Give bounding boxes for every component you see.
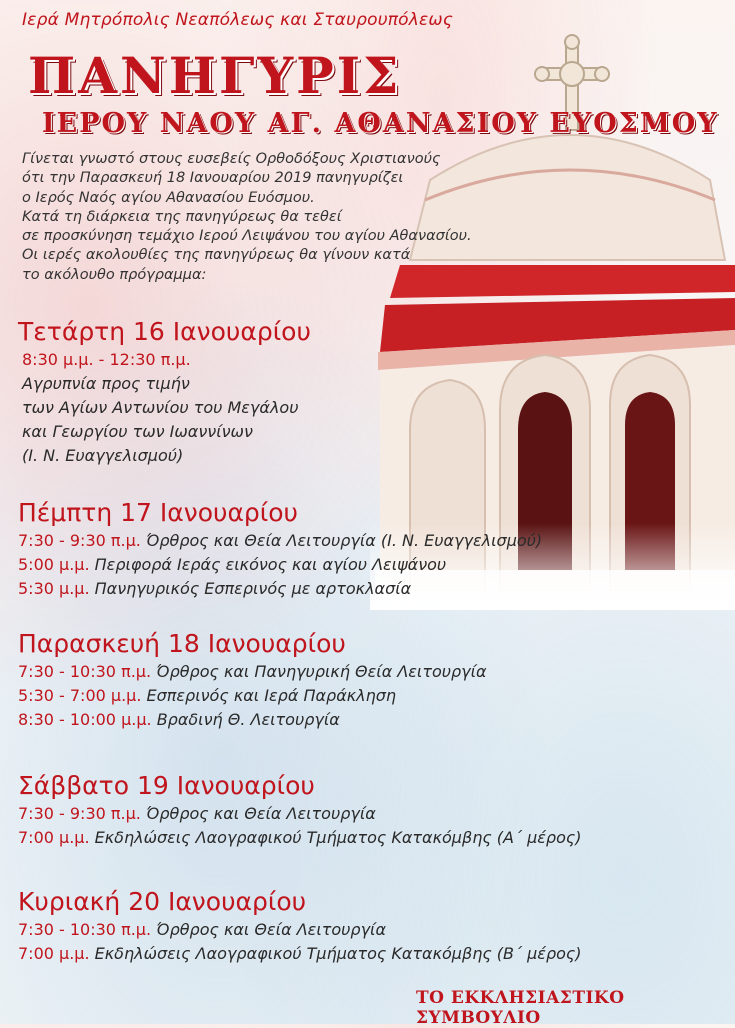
schedule-line: [18, 942, 582, 966]
schedule-line: [18, 577, 542, 601]
schedule-text: και Γεωργίου των Ιωαννίνων: [22, 422, 253, 441]
intro-line: Γίνεται γνωστό στους ευσεβείς Ορθοδόξους Χριστιανούς: [22, 151, 441, 167]
schedule-time: 8:30 μ.μ. - 12:30 π.μ.: [22, 350, 191, 369]
schedule-text: Όρθρος και Πανηγυρική Θεία Λειτουργία: [156, 662, 487, 681]
schedule-line: [18, 444, 311, 468]
page-subtitle: ΙΕΡΟΥ ΝΑΟΥ ΑΓ. ΑΘΑΝΑΣΙΟΥ ΕΥΟΣΜΟΥ: [42, 108, 719, 139]
day-title: Τετάρτη 16 Ιανουαρίου: [18, 317, 311, 346]
page-title: ΠΑΝΗΓΥΡΙΣ: [28, 46, 402, 105]
metropolis-heading: Ιερά Μητρόπολις Νεαπόλεως και Σταυρουπόλεως: [22, 10, 454, 30]
schedule-line: [18, 918, 582, 942]
schedule-time: 7:30 - 9:30 π.μ.: [18, 531, 141, 550]
day-section: [18, 770, 581, 850]
day-section: [18, 886, 582, 966]
schedule-text: Εκδηλώσεις Λαογραφικού Τμήματος Κατακόμβης (Α΄ μέρος): [94, 828, 582, 847]
footer-signature: ΤΟ ΕΚΚΛΗΣΙΑΣΤΙΚΟ ΣΥΜΒΟΥΛΙΟ: [416, 988, 625, 1028]
schedule-time: 5:30 - 7:00 μ.μ.: [18, 686, 142, 705]
schedule-line: [18, 802, 581, 826]
schedule-line: [18, 553, 542, 577]
schedule-text: Όρθρος και Θεία Λειτουργία (Ι. Ν. Ευαγγελισμού): [145, 531, 543, 550]
schedule-text: Όρθρος και Θεία Λειτουργία: [156, 920, 386, 939]
day-title: Πέμπτη 17 Ιανουαρίου: [18, 498, 299, 527]
schedule-line: [18, 529, 542, 553]
schedule-line: [18, 708, 487, 732]
schedule-time: 8:30 - 10:00 μ.μ.: [18, 710, 152, 729]
schedule-line: [18, 684, 487, 708]
intro-line: σε προσκύνηση τεμάχιο Ιερού Λειψάνου του αγίου Αθανασίου.: [22, 228, 472, 245]
day-title: Παρασκευή 18 Ιανουαρίου: [18, 629, 346, 658]
schedule-time: 7:00 μ.μ.: [18, 828, 90, 847]
day-title: Σάββατο 19 Ιανουαρίου: [18, 771, 315, 800]
schedule-text: Βραδινή Θ. Λειτουργία: [156, 710, 340, 729]
schedule-line: [18, 372, 311, 396]
intro-line: ο Ιερός Ναός αγίου Αθανασίου Ευόσμου.: [22, 189, 315, 206]
day-section: [18, 316, 311, 468]
schedule-line: [18, 826, 581, 850]
intro-line: Κατά τη διάρκεια της πανηγύρεως θα τεθεί: [22, 208, 342, 225]
intro-line: το ακόλουθο πρόγραμμα:: [22, 266, 207, 283]
day-title: Κυριακή 20 Ιανουαρίου: [18, 887, 307, 916]
schedule-line: [18, 420, 311, 444]
schedule-line: [18, 396, 311, 420]
schedule-text: Αγρυπνία προς τιμήν: [22, 374, 190, 393]
schedule-time: 7:30 - 10:30 π.μ.: [18, 920, 152, 939]
schedule-text: Όρθρος και Θεία Λειτουργία: [145, 804, 376, 823]
schedule-time: 5:00 μ.μ.: [18, 555, 90, 574]
schedule-line: [18, 660, 487, 684]
schedule-line: [18, 348, 311, 372]
schedule-text: (Ι. Ν. Ευαγγελισμού): [22, 446, 184, 465]
schedule-text: των Αγίων Αντωνίου του Μεγάλου: [22, 398, 299, 417]
intro-line: ότι την Παρασκευή 18 Ιανουαρίου 2019 πανηγυρίζει: [22, 170, 404, 187]
schedule-text: Περιφορά Ιεράς εικόνος και αγίου Λειψάνου: [94, 555, 447, 574]
intro-text: [22, 150, 472, 285]
schedule-text: Πανηγυρικός Εσπερινός με αρτοκλασία: [94, 579, 412, 598]
schedule-time: 5:30 μ.μ.: [18, 579, 90, 598]
schedule-time: 7:00 μ.μ.: [18, 944, 90, 963]
day-section: [18, 628, 487, 732]
schedule-time: 7:30 - 9:30 π.μ.: [18, 804, 141, 823]
intro-line: Οι ιερές ακολουθίες της πανηγύρεως θα γίνουν κατά: [22, 247, 411, 264]
day-section: [18, 497, 542, 601]
schedule-text: Εκδηλώσεις Λαογραφικού Τμήματος Κατακόμβης (Β΄ μέρος): [94, 944, 582, 963]
schedule-text: Εσπερινός και Ιερά Παράκληση: [146, 686, 397, 705]
schedule-time: 7:30 - 10:30 π.μ.: [18, 662, 152, 681]
